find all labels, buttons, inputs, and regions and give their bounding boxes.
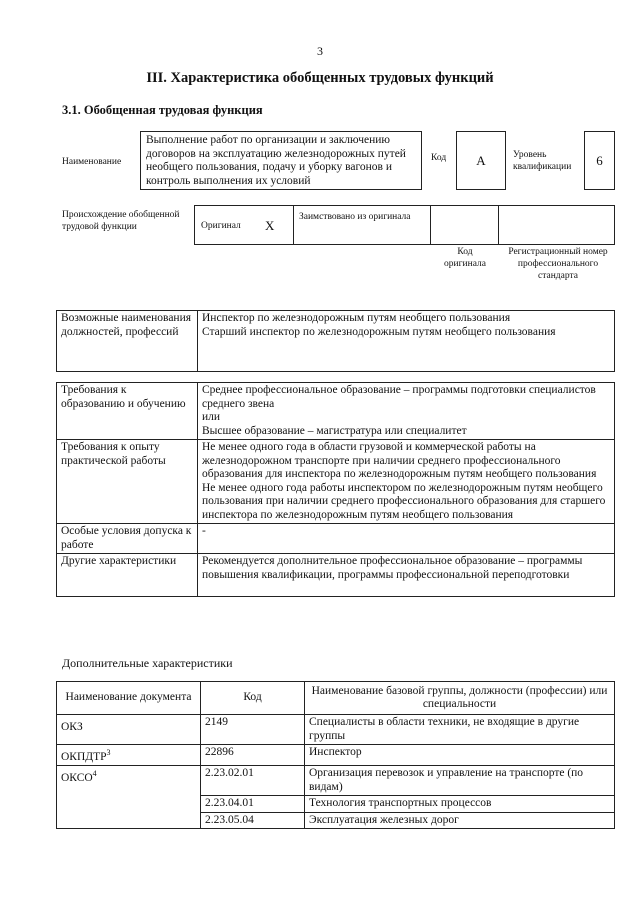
reg-number-cell	[498, 205, 615, 245]
original-mark: X	[265, 218, 275, 233]
page-number: 3	[317, 44, 323, 58]
code-cell: 2.23.05.04	[201, 812, 305, 829]
code-caption: Код оригинала	[444, 247, 486, 269]
code-label: Код	[431, 153, 447, 163]
special-label: Особые условия допуска к работе	[57, 524, 198, 554]
doc-cell: ОКЗ	[57, 715, 201, 745]
header-code: Код	[201, 682, 305, 715]
position-item: Инспектор по железнодорожным путям необщего пользования	[202, 312, 511, 324]
extra-table	[56, 681, 615, 829]
level-label: Уровень квалификации	[513, 150, 572, 172]
table-row	[57, 745, 615, 766]
education-label: Требования к образованию и обучению	[57, 383, 198, 440]
experience-label: Требования к опыту практической работы	[57, 440, 198, 524]
name-cell: Эксплуатация железных дорог	[305, 812, 615, 829]
name-label: Наименование	[62, 157, 122, 167]
experience-values	[198, 440, 615, 524]
doc-cell: ОКПДТР$^3$	[57, 745, 201, 766]
section-title: III. Характеристика обобщенных трудовых функций	[146, 70, 494, 86]
education-line: Среднее профессиональное образование – программы подготовки специалистов среднего звена	[202, 384, 596, 410]
requirements-table	[56, 382, 615, 597]
header-name: Наименование базовой группы, должности (профессии) или специальности	[305, 682, 615, 715]
name-cell: Организация перевозок и управление на транспорте (по видам)	[305, 766, 615, 796]
code-cell: 2.23.02.01	[201, 766, 305, 796]
education-line: или	[202, 411, 221, 423]
positions-label: Возможные наименования должностей, профессий	[57, 311, 198, 372]
education-values	[198, 383, 615, 440]
name-cell: Инспектор	[305, 745, 615, 766]
other-label: Другие характеристики	[57, 554, 198, 597]
experience-line: Не менее одного года работы инспектором по железнодорожным путям необщего пользования при наличии среднего профессионального образования для старшего инспектора по железнодорожным путям необщего пользования	[202, 481, 606, 521]
name-cell: Технология транспортных процессов	[305, 796, 615, 813]
function-name: Выполнение работ по организации и заключению договоров на эксплуатацию железнодорожных путей необщего пользования, подачу и уборку вагонов и контроль выполнения их условий	[140, 131, 422, 190]
special-value: -	[198, 524, 615, 554]
borrowed-cell: Заимствовано из оригинала	[293, 205, 431, 245]
qualification-level: 6	[584, 131, 615, 190]
position-item: Старший инспектор по железнодорожным путям необщего пользования	[202, 325, 556, 338]
experience-line: Не менее одного года в области грузовой и коммерческой работы на железнодорожном транспорте при наличии среднего профессионального образования для инспектора по железнодорожным путям необщего пользования	[202, 441, 597, 480]
header-doc: Наименование документа	[57, 682, 201, 715]
positions-values	[198, 311, 615, 372]
original-code-cell	[430, 205, 499, 245]
original-cell	[194, 205, 294, 245]
subsection-title: 3.1. Обобщенная трудовая функция	[62, 103, 263, 117]
other-value: Рекомендуется дополнительное профессиональное образование – программы повышения квалификации, программы профессиональной переподготовки	[198, 554, 615, 597]
origin-label: Происхождение обобщенной трудовой функции	[62, 210, 180, 232]
extra-title: Дополнительные характеристики	[62, 656, 233, 670]
code-cell: 2149	[201, 715, 305, 745]
doc-cell: ОКСО$^4$	[57, 766, 201, 829]
function-code: А	[456, 131, 506, 190]
code-cell: 2.23.04.01	[201, 796, 305, 813]
table-row	[57, 766, 615, 796]
table-row	[57, 715, 615, 745]
code-cell: 22896	[201, 745, 305, 766]
name-cell: Специалисты в области техники, не входящие в другие группы	[305, 715, 615, 745]
positions-table	[56, 310, 615, 372]
reg-caption: Регистрационный номер профессионального стандарта	[508, 247, 608, 281]
original-label: Оригинал	[201, 221, 241, 231]
education-line: Высшее образование – магистратура или специалитет	[202, 424, 467, 437]
